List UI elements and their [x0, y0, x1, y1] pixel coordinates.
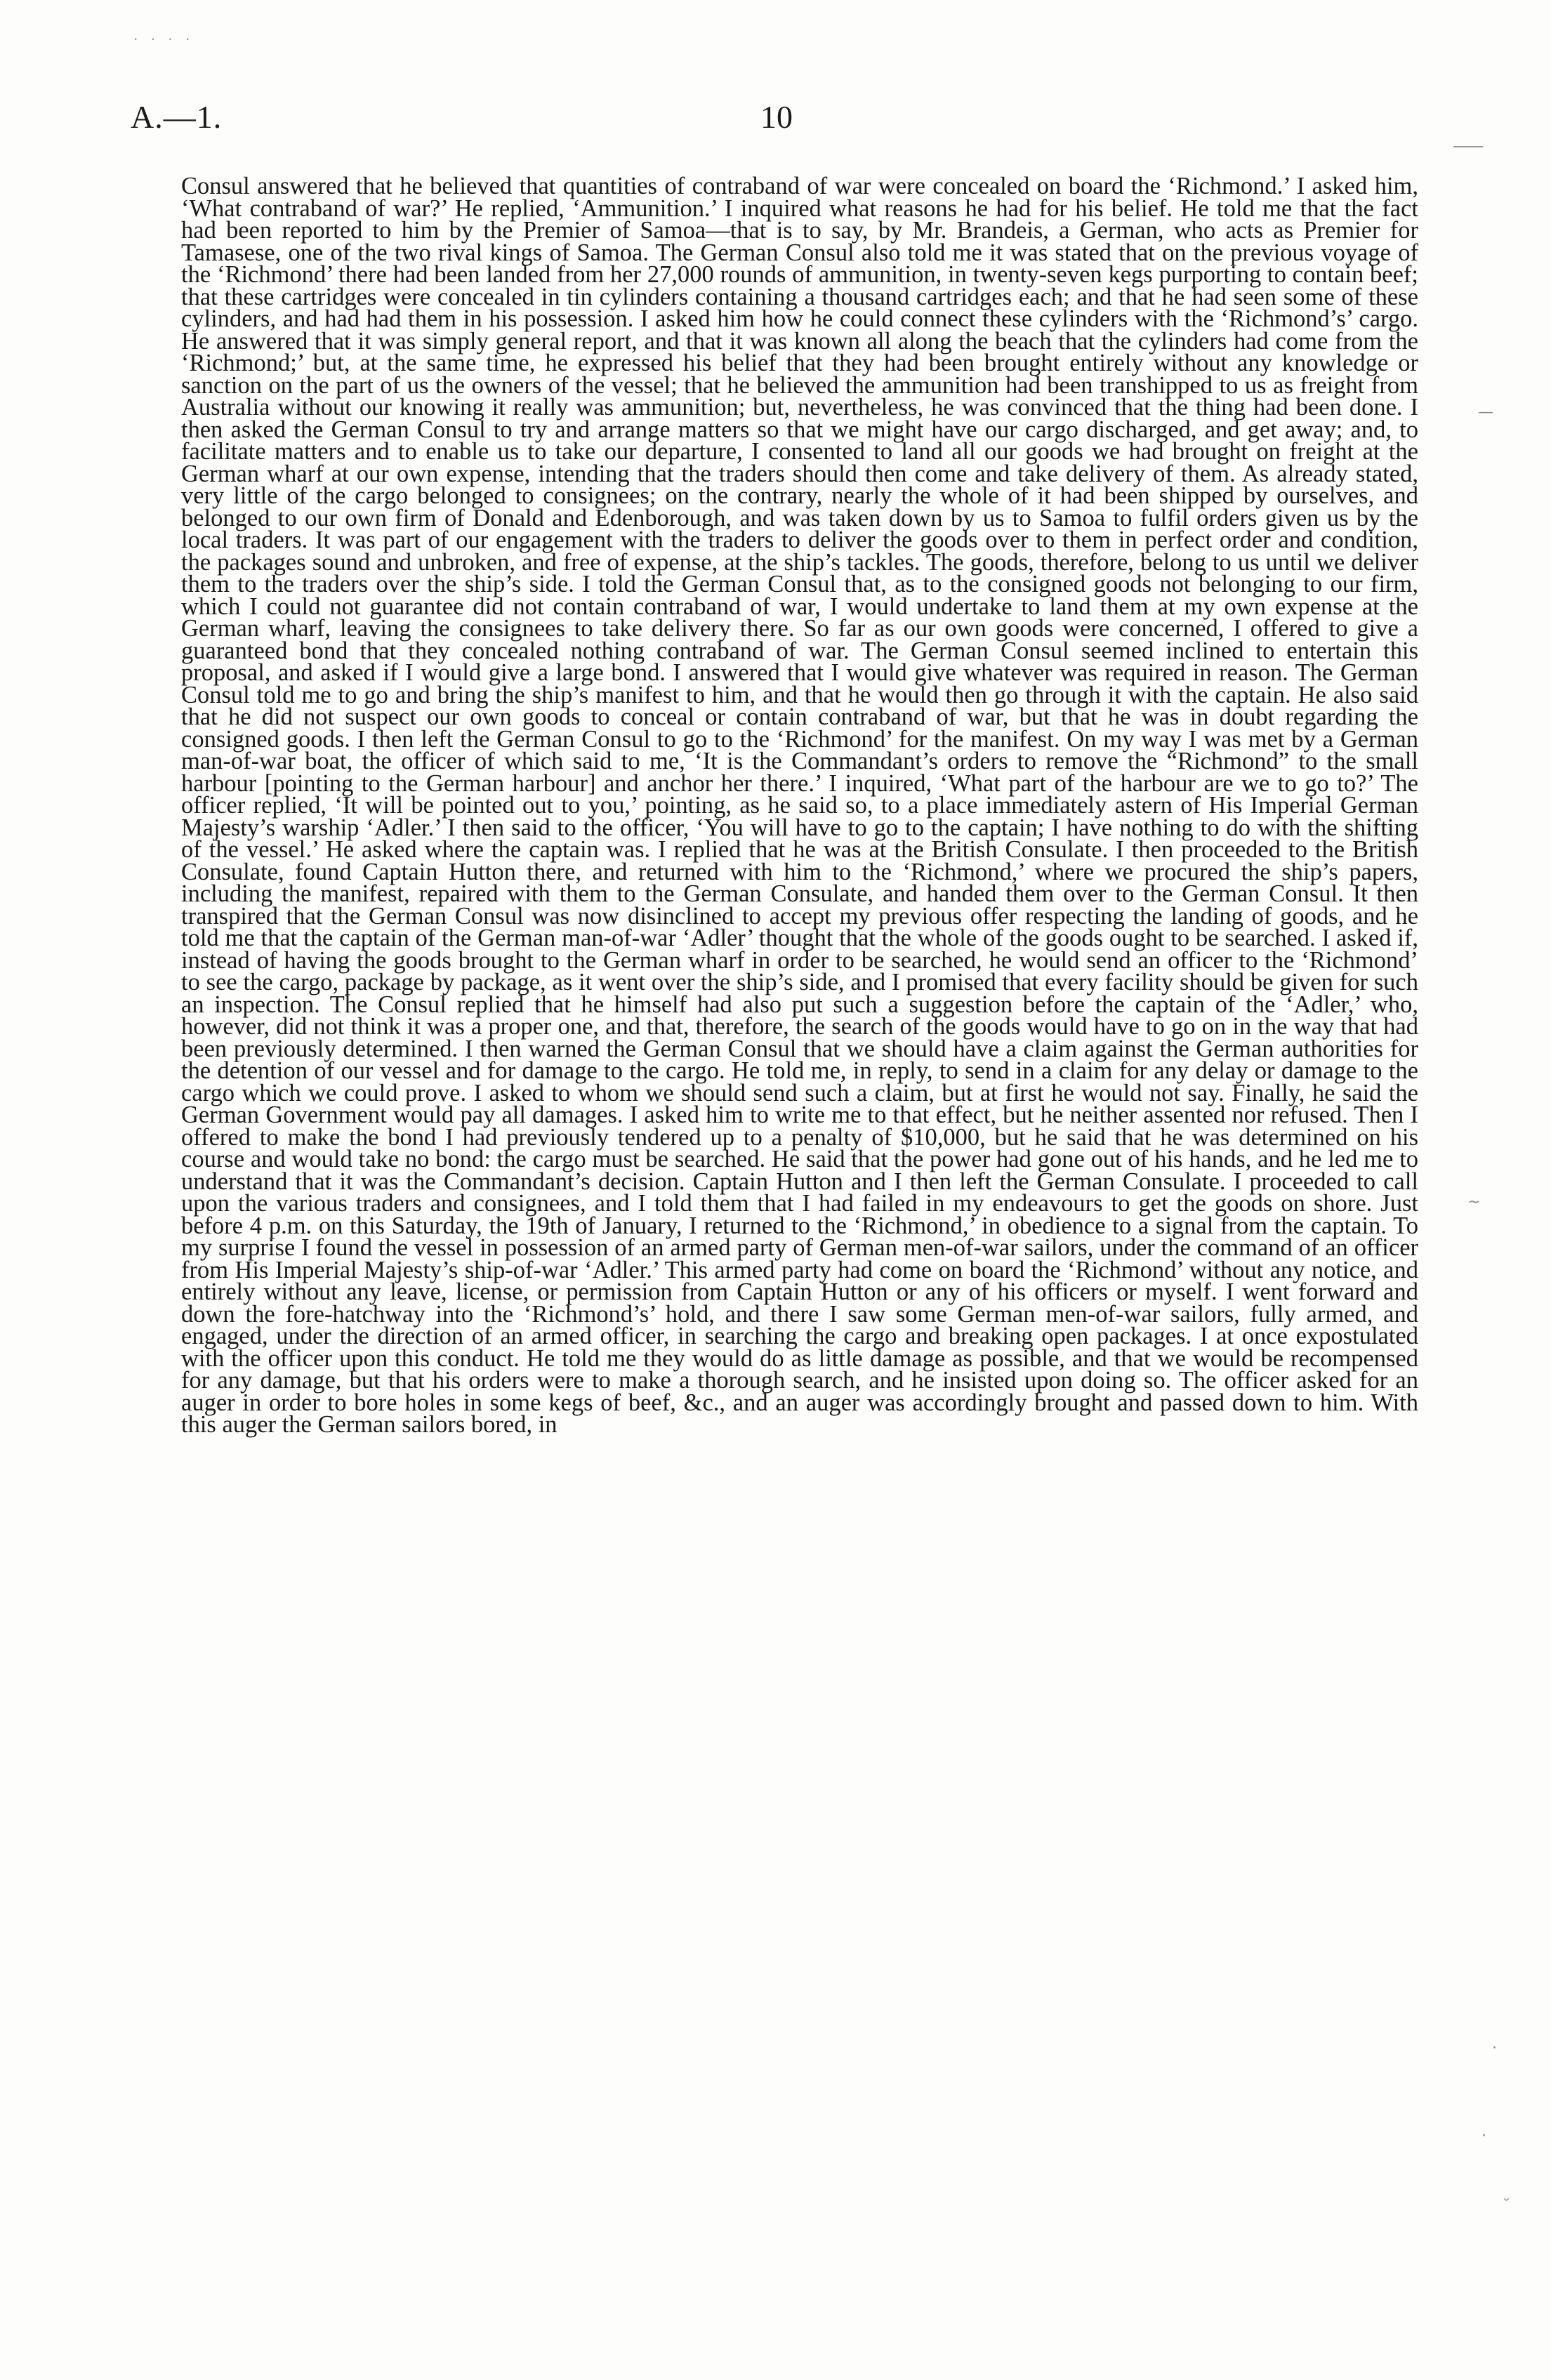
margin-mark: ·: [1481, 2127, 1486, 2145]
margin-mark: ·: [1492, 2039, 1497, 2057]
page-number: 10: [760, 99, 793, 135]
margin-rule: [1453, 146, 1483, 147]
page-header: [131, 98, 1423, 154]
margin-mark: ˘: [1503, 2197, 1510, 2215]
margin-mark: ~: [1467, 1194, 1481, 1211]
body-paragraph: Consul answered that he believed that quantities of contraband of war were concealed on board the ‘Richmond.’ I asked him, ‘What contraband of war?’ He replied, ‘Ammunition.’ I inquired what reasons he had for his belief. He told me that the fact had been reported to him by the Premier of Samoa—that is to say, by Mr. Brandeis, a German, who acts as Premier for Tamasese, one of the two rival kings of Samoa. The German Consul also told me it was stated that on the previous voyage of the ‘Richmond’ there had been landed from her 27,000 rounds of ammunition, in twenty-seven kegs purporting to contain beef; that these cartridges were concealed in tin cylinders containing a thousand cartridges each; and that he had seen some of these cylinders, and had had them in his possession. I asked him how he could connect these cylinders with the ‘Richmond’s’ cargo. He answered that it was simply general report, and that it was known all along the beach that the cylinders had come from the ‘Richmond;’ but, at the same time, he expressed his belief that they had been brought entirely without any knowledge or sanction on the part of us the owners of the vessel; that he believed the ammunition had been transhipped to us as freight from Australia without our knowing it really was ammunition; but, nevertheless, he was convinced that the thing had been done. I then asked the German Consul to try and arrange matters so that we might have our cargo discharged, and get away; and, to facilitate matters and to enable us to take our departure, I consented to land all our goods we had brought on freight at the German wharf at our own expense, intending that the traders should then come and take delivery of them. As already stated, very little of the cargo belonged to consignees; on the contrary, nearly the whole of it had been shipped by ourselves, and belonged to our own firm of Donald and Edenborough, and was taken down by us to Samoa to fulfil orders given us by the local traders. It was part of our engagement with the traders to deliver the goods over to them in perfect order and condition, the packages sound and unbroken, and free of expense, at the ship’s tackles. The goods, therefore, belong to us until we deliver them to the traders over the ship’s side. I told the German Consul that, as to the consigned goods not belonging to our firm, which I could not guarantee did not contain contraband of war, I would undertake to land them at my own expense at the German wharf, leaving the consignees to take delivery there. So far as our own goods were concerned, I offered to give a guaranteed bond that they concealed nothing contraband of war. The German Consul seemed inclined to entertain this proposal, and asked if I would give a large bond. I answered that I would give whatever was required in reason. The German Consul told me to go and bring the ship’s manifest to him, and that he would then go through it with the captain. He also said that he did not suspect our own goods to conceal or contain contraband of war, but that he was in doubt regarding the consigned goods. I then left the German Consul to go to the ‘Richmond’ for the manifest. On my way I was met by a German man-of-war boat, the officer of which said to me, ‘It is the Commandant’s orders to remove the “Richmond” to the small harbour [pointing to the German harbour] and anchor her there.’ I inquired, ‘What part of the harbour are we to go to?’ The officer replied, ‘It will be pointed out to you,’ pointing, as he said so, to a place immediately astern of His Imperial German Majesty’s warship ‘Adler.’ I then said to the officer, ‘You will have to go to the captain; I have nothing to do with the shifting of the vessel.’ He asked where the captain was. I replied that he was at the British Consulate. I then proceeded to the British Consulate, found Captain Hutton there, and returned with him to the ‘Richmond,’ where we procured the ship’s papers, including the manifest, repaired with them to the German Consulate, and handed them over to the German Consul. It then transpired that the German Consul was now disinclined to accept my previous offer respecting the landing of goods, and he told me that the captain of the German man-of-war ‘Adler’ thought that the whole of the goods ought to be searched. I asked if, instead of having the goods brought to the German wharf in order to be searched, he would send an officer to the ‘Richmond’ to see the cargo, package by package, as it went over the ship’s side, and I promised that every facility should be given for such an inspection. The Consul replied that he himself had also put such a suggestion before the captain of the ‘Adler,’ who, however, did not think it was a proper one, and that, therefore, the search of the goods would have to go on in the way that had been previously determined. I then warned the German Consul that we should have a claim against the German authorities for the detention of our vessel and for damage to the cargo. He told me, in reply, to send in a claim for any delay or damage to the cargo which we could prove. I asked to whom we should send such a claim, but at first he would not say. Finally, he said the German Government would pay all damages. I asked him to write me to that effect, but he neither assented nor refused. Then I offered to make the bond I had previously tendered up to a penalty of $10,000, but he said that he was determined on his course and would take no bond: the cargo must be searched. He said that the power had gone out of his hands, and he led me to understand that it was the Commandant’s decision. Captain Hutton and I then left the German Consulate. I proceeded to call upon the various traders and consignees, and I told them that I had failed in my endeavours to get the goods on shore. Just before 4 p.m. on this Saturday, the 19th of January, I returned to the ‘Richmond,’ in obedience to a signal from the captain. To my surprise I found the vessel in possession of an armed party of German men-of-war sailors, under the command of an officer from His Imperial Majesty’s ship-of-war ‘Adler.’ This armed party had come on board the ‘Richmond’ without any notice, and entirely without any leave, license, or permission from Captain Hutton or any of his officers or myself. I went forward and down the fore-hatchway into the ‘Richmond’s’ hold, and there I saw some German men-of-war sailors, fully armed, and engaged, under the direction of an armed officer, in searching the cargo and breaking open packages. I at once expostulated with the officer upon this conduct. He told me they would do as little damage as possible, and that we would be recompensed for any damage, but that his orders were to make a thorough search, and he insisted upon doing so. The officer asked for an auger in order to bore holes in some kegs of beef, &c., and an auger was accordingly brought and passed down to him. With this auger the German sailors bored, in: [181, 173, 1418, 1438]
scan-speckle: · · · ·: [133, 31, 194, 48]
document-reference: A.—1.: [131, 99, 223, 135]
margin-mark: —: [1478, 404, 1493, 421]
